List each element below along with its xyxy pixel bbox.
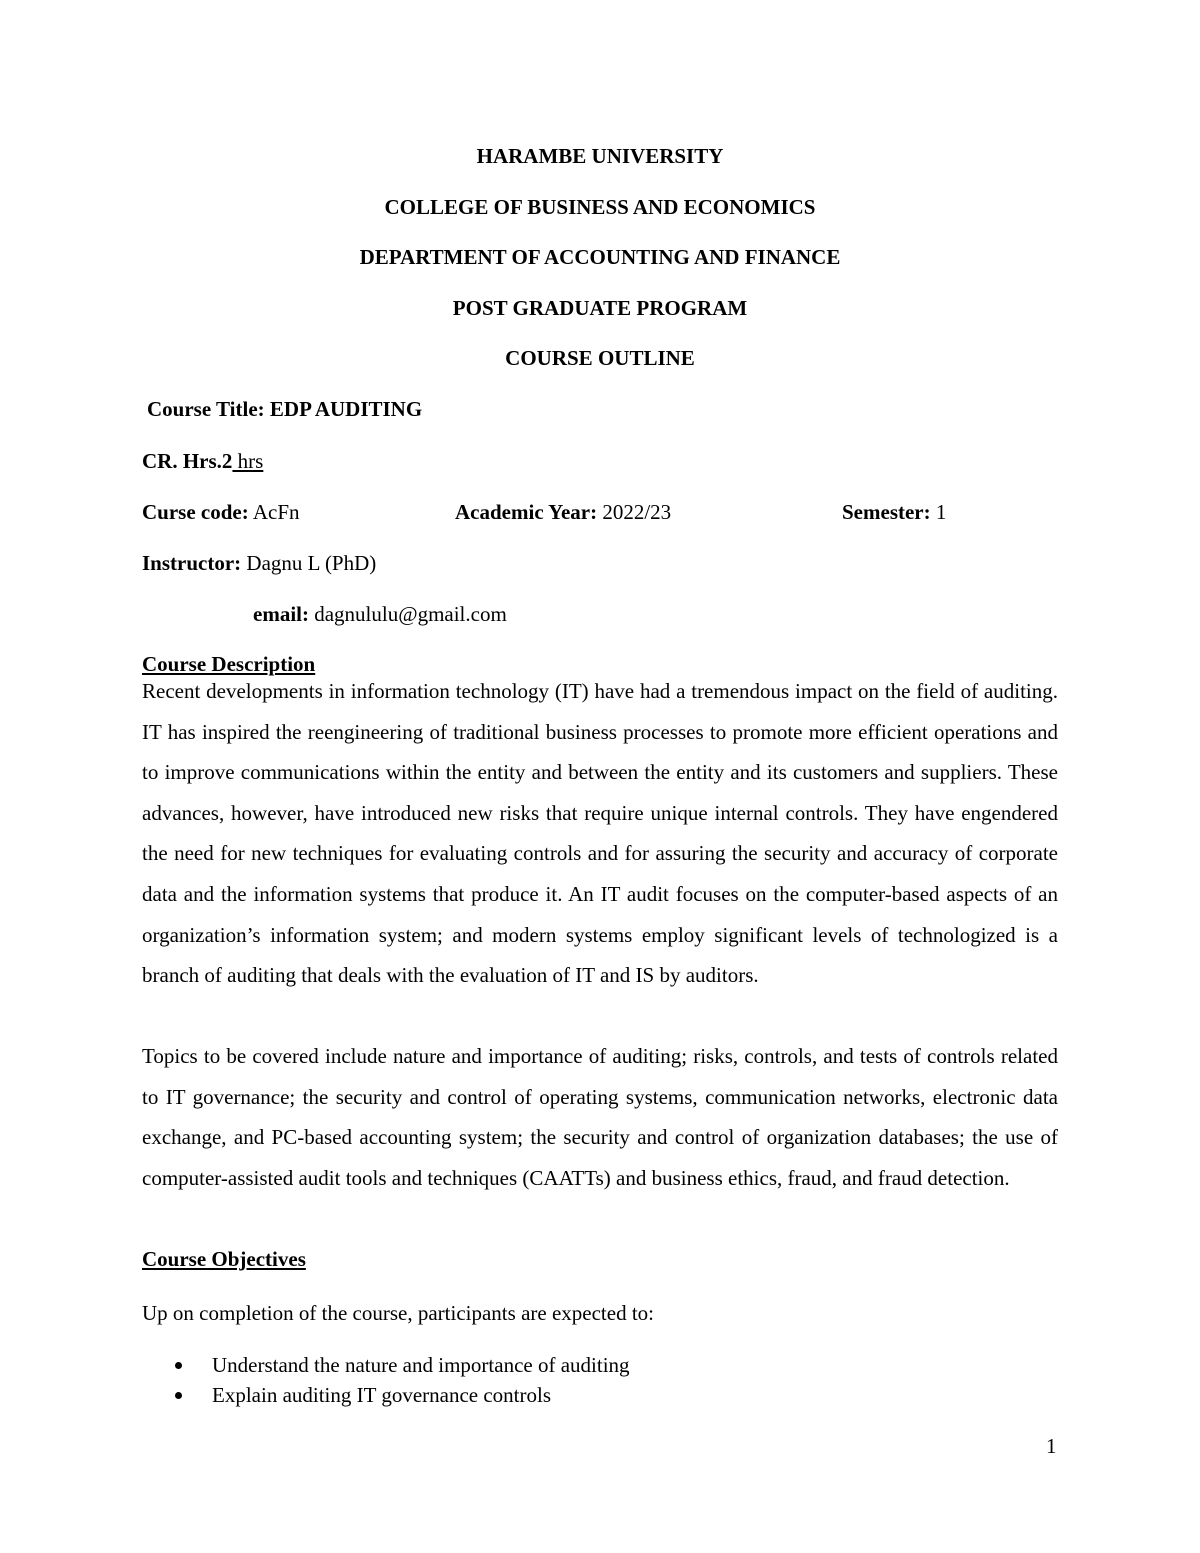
email-label: email: [253, 602, 309, 626]
list-item [142, 1350, 630, 1380]
credit-hours-line [142, 449, 263, 473]
academic-year-field [455, 500, 671, 524]
course-code-field [142, 500, 300, 524]
semester-label: Semester: [842, 500, 931, 524]
bullet-icon [175, 1362, 182, 1369]
course-title-label: Course Title: [147, 397, 265, 421]
email-value: dagnululu@gmail.com [314, 602, 507, 626]
program-name: POST GRADUATE PROGRAM [452, 296, 748, 320]
objectives-list [142, 1350, 630, 1410]
document-title: COURSE OUTLINE [505, 346, 695, 370]
course-title-line [147, 397, 422, 421]
list-item [142, 1380, 630, 1410]
bullet-icon [175, 1392, 182, 1399]
description-paragraph-1: Recent developments in information technology (IT) have had a tremendous impact on the field of auditing. IT has inspired the reengineering of traditional business processes to promote more efficient operations and to improve communications within the entity and between the entity and its customers and suppliers. These advances, however, have introduced new risks that require unique internal controls. They have engendered the need for new techniques for evaluating controls and for assuring the security and accuracy of corporate data and the information systems that produce it. An IT audit focuses on the computer-based aspects of an organization’s information system; and modern systems employ significant levels of technologized is a branch of auditing that deals with the evaluation of IT and IS by auditors. [142, 679, 1058, 988]
course-title-value: EDP AUDITING [269, 397, 423, 421]
page-number: 1 [1046, 1434, 1057, 1458]
course-objectives-heading: Course Objectives [142, 1247, 306, 1271]
university-name: HARAMBE UNIVERSITY [476, 144, 724, 168]
instructor-value: Dagnu L (PhD) [246, 551, 377, 575]
course-code-value: AcFn [252, 500, 300, 524]
course-description-heading: Course Description [142, 652, 316, 676]
course-code-label: Curse code: [142, 500, 249, 524]
college-name: COLLEGE OF BUSINESS AND ECONOMICS [384, 195, 816, 219]
objective-text: Explain auditing IT governance controls [212, 1383, 552, 1407]
instructor-line [142, 551, 376, 575]
instructor-label: Instructor: [142, 551, 242, 575]
semester-value: 1 [935, 500, 947, 524]
academic-year-value: 2022/23 [602, 500, 672, 524]
department-name: DEPARTMENT OF ACCOUNTING AND FINANCE [359, 245, 841, 269]
academic-year-label: Academic Year: [455, 500, 598, 524]
credit-hours-label: CR. Hrs.2 [142, 449, 233, 473]
semester-field [842, 500, 946, 524]
description-paragraph-2: Topics to be covered include nature and importance of auditing; risks, controls, and tests of controls related to IT governance; the security and control of operating systems, communication networks, electronic data exchange, and PC-based accounting system; the security and control of organization databases; the use of computer-assisted audit tools and techniques (CAATTs) and business ethics, fraud, and fraud detection. [142, 1044, 1058, 1190]
objective-text: Understand the nature and importance of auditing [212, 1353, 630, 1377]
objectives-intro: Up on completion of the course, participants are expected to: [142, 1301, 654, 1325]
credit-hours-value: hrs [232, 449, 264, 473]
email-line [253, 602, 507, 626]
